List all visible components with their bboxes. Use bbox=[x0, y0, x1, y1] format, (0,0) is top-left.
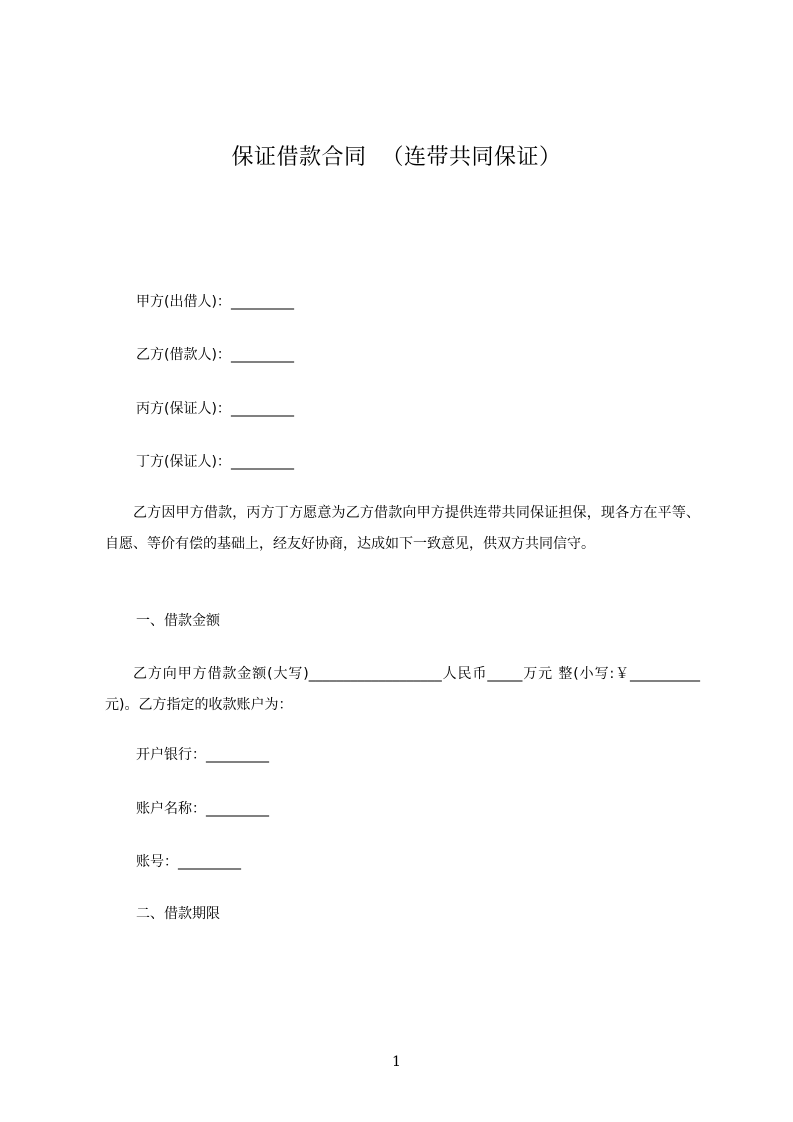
account-name-blank: _________ bbox=[206, 801, 269, 817]
account-name-label: 账户名称： bbox=[136, 801, 206, 817]
account-number-blank: _________ bbox=[178, 854, 241, 870]
account-number-label: 账号： bbox=[136, 854, 178, 870]
party-borrower bbox=[136, 345, 294, 365]
party-guarantor-c-label: 丙方(保证人)： bbox=[136, 401, 231, 417]
account-number-line bbox=[136, 852, 241, 872]
party-guarantor-d-blank: _________ bbox=[230, 454, 294, 470]
party-lender-blank: _________ bbox=[230, 294, 294, 310]
intro-paragraph: 乙方因甲方借款，丙方丁方愿意为乙方借款向甲方提供连带共同保证担保，现各方在平等、自愿、等价有偿的基础上，经友好协商，达成如下一致意见，供双方共同信守。 bbox=[105, 505, 700, 552]
party-borrower-blank: _________ bbox=[230, 347, 294, 363]
party-guarantor-d-label: 丁方(保证人)： bbox=[136, 454, 231, 470]
bank-label: 开户银行： bbox=[136, 747, 206, 763]
account-name-line bbox=[136, 799, 269, 819]
party-guarantor-c bbox=[136, 399, 294, 419]
bank-blank: _________ bbox=[206, 747, 269, 763]
bank-line bbox=[136, 745, 269, 765]
section1-heading: 一、借款金额 bbox=[136, 613, 220, 629]
party-lender-label: 甲方(出借人)： bbox=[136, 294, 231, 310]
page-number: 1 bbox=[392, 1054, 401, 1070]
party-lender bbox=[136, 292, 294, 312]
party-guarantor-c-blank: _________ bbox=[230, 401, 294, 417]
section2-heading: 二、借款期限 bbox=[136, 906, 220, 922]
document-title: 保证借款合同 （连带共同保证） bbox=[231, 145, 562, 170]
party-borrower-label: 乙方(借款人)： bbox=[136, 347, 231, 363]
party-guarantor-d bbox=[136, 452, 294, 472]
loan-amount-paragraph: 乙方向甲方借款金额(大写)___________________人民币_____万元 整(小写:￥__________元)。乙方指定的收款账户为： bbox=[105, 666, 700, 713]
